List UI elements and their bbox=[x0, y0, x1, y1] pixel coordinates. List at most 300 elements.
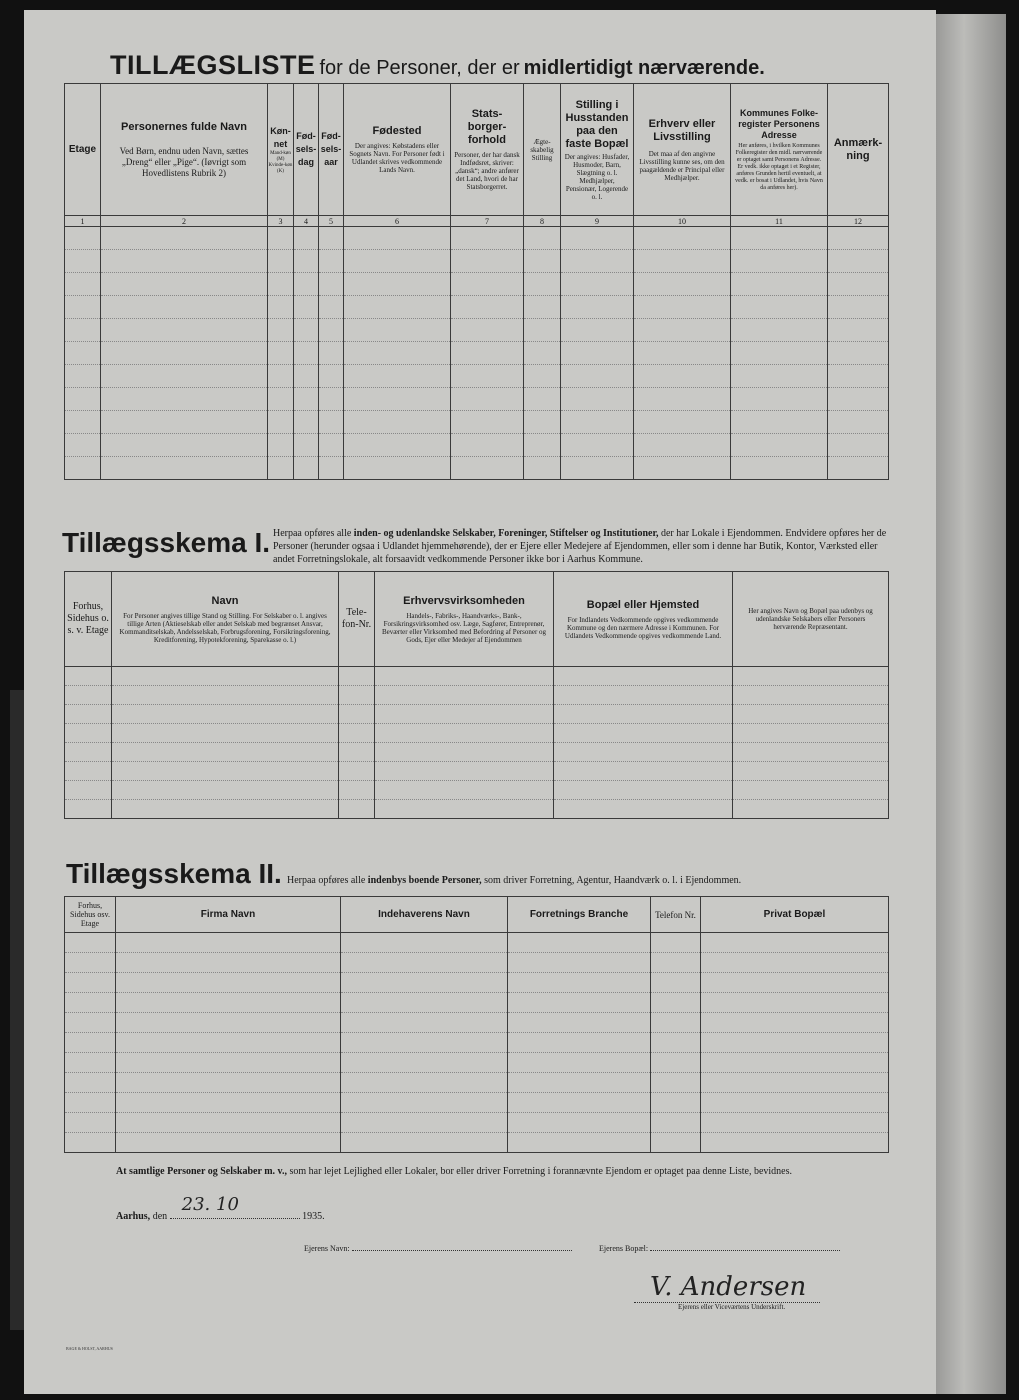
col-etage: Etage bbox=[65, 84, 101, 216]
blank-cell[interactable] bbox=[65, 319, 101, 342]
blank-cell[interactable] bbox=[375, 686, 554, 705]
col-number: 7 bbox=[451, 216, 524, 227]
blank-cell[interactable] bbox=[268, 342, 294, 365]
col-number: 3 bbox=[268, 216, 294, 227]
blank-cell[interactable] bbox=[65, 1133, 116, 1153]
table-row bbox=[65, 724, 889, 743]
blank-cell[interactable] bbox=[508, 1013, 651, 1033]
blank-cell[interactable] bbox=[344, 457, 451, 480]
blank-cell[interactable] bbox=[554, 705, 733, 724]
blank-cell[interactable] bbox=[451, 388, 524, 411]
owner-address-label: Ejerens Bopæl: bbox=[599, 1244, 649, 1253]
blank-cell[interactable] bbox=[731, 273, 828, 296]
col-erhverv: Erhverv eller Livsstilling Det maa af den angivne Livsstilling kunne ses, om den paagældende er Principal eller Medhjælper. bbox=[634, 84, 731, 216]
blank-cell[interactable] bbox=[65, 724, 112, 743]
blank-cell[interactable] bbox=[65, 686, 112, 705]
blank-cell[interactable] bbox=[101, 365, 268, 388]
blank-cell[interactable] bbox=[524, 434, 561, 457]
blank-cell[interactable] bbox=[101, 250, 268, 273]
blank-cell[interactable] bbox=[828, 457, 889, 480]
blank-cell[interactable] bbox=[451, 342, 524, 365]
blank-cell[interactable] bbox=[733, 762, 889, 781]
blank-cell[interactable] bbox=[65, 1113, 116, 1133]
blank-cell[interactable] bbox=[451, 365, 524, 388]
blank-cell[interactable] bbox=[508, 993, 651, 1013]
blank-cell[interactable] bbox=[731, 319, 828, 342]
blank-cell[interactable] bbox=[375, 667, 554, 686]
table-row bbox=[65, 227, 889, 250]
blank-cell[interactable] bbox=[65, 388, 101, 411]
blank-cell[interactable] bbox=[651, 1133, 701, 1153]
blank-cell[interactable] bbox=[451, 434, 524, 457]
adjacent-page-edge bbox=[936, 14, 1006, 1394]
tillaegsliste-body bbox=[65, 227, 889, 480]
col-number: 6 bbox=[344, 216, 451, 227]
table-row bbox=[65, 388, 889, 411]
title-bold: midlertidigt nærværende. bbox=[523, 57, 765, 79]
blank-cell[interactable] bbox=[554, 781, 733, 800]
blank-cell[interactable] bbox=[339, 705, 375, 724]
blank-cell[interactable] bbox=[294, 457, 319, 480]
blank-cell[interactable] bbox=[524, 319, 561, 342]
blank-cell[interactable] bbox=[344, 411, 451, 434]
blank-cell[interactable] bbox=[828, 250, 889, 273]
blank-cell[interactable] bbox=[116, 1033, 341, 1053]
blank-cell[interactable] bbox=[524, 457, 561, 480]
blank-cell[interactable] bbox=[116, 1093, 341, 1113]
table-row bbox=[65, 762, 889, 781]
skema1-header-row bbox=[65, 572, 889, 667]
blank-cell[interactable] bbox=[344, 434, 451, 457]
blank-cell[interactable] bbox=[451, 250, 524, 273]
attestation bbox=[116, 1166, 892, 1177]
blank-cell[interactable] bbox=[561, 457, 634, 480]
blank-cell[interactable] bbox=[731, 250, 828, 273]
blank-cell[interactable] bbox=[524, 227, 561, 250]
blank-cell[interactable] bbox=[651, 1053, 701, 1073]
skema2-desc-a: Herpaa opføres alle bbox=[287, 875, 366, 886]
blank-cell[interactable] bbox=[112, 762, 339, 781]
skema1-body bbox=[65, 667, 889, 819]
blank-cell[interactable] bbox=[701, 953, 889, 973]
blank-cell[interactable] bbox=[554, 800, 733, 819]
blank-cell[interactable] bbox=[828, 227, 889, 250]
blank-cell[interactable] bbox=[344, 342, 451, 365]
blank-cell[interactable] bbox=[294, 342, 319, 365]
blank-cell[interactable] bbox=[268, 319, 294, 342]
blank-cell[interactable] bbox=[319, 365, 344, 388]
table-row bbox=[65, 993, 889, 1013]
blank-cell[interactable] bbox=[451, 296, 524, 319]
col-number: 9 bbox=[561, 216, 634, 227]
blank-cell[interactable] bbox=[65, 973, 116, 993]
blank-cell[interactable] bbox=[828, 411, 889, 434]
blank-cell[interactable] bbox=[524, 296, 561, 319]
blank-cell[interactable] bbox=[701, 1133, 889, 1153]
blank-cell[interactable] bbox=[828, 342, 889, 365]
blank-cell[interactable] bbox=[524, 342, 561, 365]
blank-cell[interactable] bbox=[65, 457, 101, 480]
blank-cell[interactable] bbox=[508, 933, 651, 953]
blank-cell[interactable] bbox=[701, 933, 889, 953]
blank-cell[interactable] bbox=[116, 933, 341, 953]
blank-cell[interactable] bbox=[561, 342, 634, 365]
blank-cell[interactable] bbox=[701, 1093, 889, 1113]
blank-cell[interactable] bbox=[65, 667, 112, 686]
blank-cell[interactable] bbox=[701, 1073, 889, 1093]
blank-cell[interactable] bbox=[65, 1013, 116, 1033]
blank-cell[interactable] bbox=[344, 388, 451, 411]
blank-cell[interactable] bbox=[828, 273, 889, 296]
blank-cell[interactable] bbox=[101, 457, 268, 480]
blank-cell[interactable] bbox=[731, 227, 828, 250]
blank-cell[interactable] bbox=[344, 296, 451, 319]
blank-cell[interactable] bbox=[268, 296, 294, 319]
table-row bbox=[65, 457, 889, 480]
blank-cell[interactable] bbox=[344, 365, 451, 388]
blank-cell[interactable] bbox=[319, 319, 344, 342]
blank-cell[interactable] bbox=[344, 319, 451, 342]
blank-cell[interactable] bbox=[116, 1053, 341, 1073]
blank-cell[interactable] bbox=[341, 1113, 508, 1133]
table-row bbox=[65, 781, 889, 800]
blank-cell[interactable] bbox=[344, 250, 451, 273]
blank-cell[interactable] bbox=[731, 342, 828, 365]
blank-cell[interactable] bbox=[651, 973, 701, 993]
skema2-title: Tillægsskema II. bbox=[66, 858, 282, 889]
date-field bbox=[170, 1194, 300, 1219]
blank-cell[interactable] bbox=[375, 781, 554, 800]
blank-cell[interactable] bbox=[294, 411, 319, 434]
blank-cell[interactable] bbox=[651, 1113, 701, 1133]
table-row bbox=[65, 686, 889, 705]
blank-cell[interactable] bbox=[65, 1053, 116, 1073]
blank-cell[interactable] bbox=[101, 296, 268, 319]
blank-cell[interactable] bbox=[294, 227, 319, 250]
skema2-desc-b: indenbys boende Personer, bbox=[367, 875, 482, 886]
blank-cell[interactable] bbox=[375, 705, 554, 724]
col-number: 10 bbox=[634, 216, 731, 227]
blank-cell[interactable] bbox=[701, 1053, 889, 1073]
blank-cell[interactable] bbox=[508, 973, 651, 993]
blank-cell[interactable] bbox=[561, 411, 634, 434]
blank-cell[interactable] bbox=[733, 743, 889, 762]
blank-cell[interactable] bbox=[554, 724, 733, 743]
blank-cell[interactable] bbox=[65, 250, 101, 273]
col-navn: Personernes fulde Navn Ved Børn, endnu uden Navn, sættes „Dreng“ eller „Pige“. (Iøvrigt som Hovedlistens Rubrik 2) bbox=[101, 84, 268, 216]
owner-address-line bbox=[599, 1244, 840, 1253]
blank-cell[interactable] bbox=[65, 933, 116, 953]
blank-cell[interactable] bbox=[634, 227, 731, 250]
blank-cell[interactable] bbox=[634, 319, 731, 342]
blank-cell[interactable] bbox=[65, 800, 112, 819]
col-number: 4 bbox=[294, 216, 319, 227]
blank-cell[interactable] bbox=[731, 365, 828, 388]
owner-name-field bbox=[352, 1250, 572, 1251]
blank-cell[interactable] bbox=[319, 457, 344, 480]
blank-cell[interactable] bbox=[112, 724, 339, 743]
blank-cell[interactable] bbox=[319, 434, 344, 457]
col-statsborger: Stats-borger-forhold Personer, der har dansk Indfødsret, skriver: „dansk“; andre anfører det Land, hvori de har Statsborgerret. bbox=[451, 84, 524, 216]
blank-cell[interactable] bbox=[319, 296, 344, 319]
blank-cell[interactable] bbox=[634, 365, 731, 388]
blank-cell[interactable] bbox=[508, 953, 651, 973]
blank-cell[interactable] bbox=[112, 743, 339, 762]
table-row bbox=[65, 1053, 889, 1073]
blank-cell[interactable] bbox=[733, 800, 889, 819]
tillaegsliste-title bbox=[110, 50, 890, 81]
blank-cell[interactable] bbox=[828, 434, 889, 457]
skema1-desc-b: inden- og udenlandske Selskaber, Foreninger, Stiftelser og Institutioner, bbox=[353, 528, 659, 539]
skema1-desc-c: der har Lokale i Ejendommen. bbox=[660, 528, 783, 539]
blank-cell[interactable] bbox=[651, 953, 701, 973]
col-fodselsaar: Fød-sels-aar bbox=[319, 84, 344, 216]
blank-cell[interactable] bbox=[561, 296, 634, 319]
title-rest: for de Personer, der er bbox=[319, 57, 520, 79]
blank-cell[interactable] bbox=[339, 800, 375, 819]
blank-cell[interactable] bbox=[65, 705, 112, 724]
blank-cell[interactable] bbox=[65, 273, 101, 296]
blank-cell[interactable] bbox=[65, 953, 116, 973]
blank-cell[interactable] bbox=[341, 993, 508, 1013]
blank-cell[interactable] bbox=[375, 800, 554, 819]
blank-cell[interactable] bbox=[508, 1033, 651, 1053]
blank-cell[interactable] bbox=[294, 388, 319, 411]
place: Aarhus, bbox=[116, 1211, 151, 1222]
blank-cell[interactable] bbox=[554, 686, 733, 705]
blank-cell[interactable] bbox=[65, 411, 101, 434]
blank-cell[interactable] bbox=[451, 227, 524, 250]
blank-cell[interactable] bbox=[451, 411, 524, 434]
blank-cell[interactable] bbox=[341, 953, 508, 973]
col-kon: Køn-net Mand-køn (M) Kvinde-køn (K) bbox=[268, 84, 294, 216]
blank-cell[interactable] bbox=[701, 1013, 889, 1033]
blank-cell[interactable] bbox=[701, 993, 889, 1013]
blank-cell[interactable] bbox=[101, 411, 268, 434]
table-row bbox=[65, 250, 889, 273]
table-row bbox=[65, 1093, 889, 1113]
blank-cell[interactable] bbox=[65, 762, 112, 781]
blank-cell[interactable] bbox=[344, 273, 451, 296]
blank-cell[interactable] bbox=[319, 273, 344, 296]
blank-cell[interactable] bbox=[268, 457, 294, 480]
blank-cell[interactable] bbox=[731, 457, 828, 480]
blank-cell[interactable] bbox=[268, 411, 294, 434]
blank-cell[interactable] bbox=[112, 800, 339, 819]
col-fodselsdag: Fød-sels-dag bbox=[294, 84, 319, 216]
blank-cell[interactable] bbox=[339, 743, 375, 762]
blank-cell[interactable] bbox=[828, 296, 889, 319]
blank-cell[interactable] bbox=[561, 273, 634, 296]
skema1-col-bopael: Bopæl eller Hjemsted For Indlandets Vedkommende opgives vedkommende Kommune og den nærmere Adresse i Kommunen. For Udlandets Vedkommende opgives vedkommende Land. bbox=[554, 572, 733, 667]
blank-cell[interactable] bbox=[65, 781, 112, 800]
blank-cell[interactable] bbox=[116, 1133, 341, 1153]
blank-cell[interactable] bbox=[294, 319, 319, 342]
skema1-col-repraesentant: Her angives Navn og Bopæl paa udenbys og udenlandske Selskabers eller Personers herværende Repræsentant. bbox=[733, 572, 889, 667]
blank-cell[interactable] bbox=[524, 250, 561, 273]
blank-cell[interactable] bbox=[341, 1033, 508, 1053]
blank-cell[interactable] bbox=[375, 724, 554, 743]
blank-cell[interactable] bbox=[375, 762, 554, 781]
blank-cell[interactable] bbox=[733, 781, 889, 800]
col-fodested: Fødested Der angives: Købstadens eller Sognets Navn. For Personer født i Udlandet skrives vedkommende Lands Navn. bbox=[344, 84, 451, 216]
skema2-col-indehaver: Indehaverens Navn bbox=[341, 897, 508, 933]
blank-cell[interactable] bbox=[561, 227, 634, 250]
blank-cell[interactable] bbox=[828, 365, 889, 388]
blank-cell[interactable] bbox=[116, 1073, 341, 1093]
blank-cell[interactable] bbox=[339, 762, 375, 781]
blank-cell[interactable] bbox=[341, 1093, 508, 1113]
blank-cell[interactable] bbox=[701, 973, 889, 993]
blank-cell[interactable] bbox=[65, 342, 101, 365]
blank-cell[interactable] bbox=[339, 686, 375, 705]
blank-cell[interactable] bbox=[101, 434, 268, 457]
blank-cell[interactable] bbox=[319, 411, 344, 434]
blank-cell[interactable] bbox=[319, 388, 344, 411]
skema2-table bbox=[64, 896, 889, 1153]
blank-cell[interactable] bbox=[65, 1073, 116, 1093]
blank-cell[interactable] bbox=[634, 250, 731, 273]
blank-cell[interactable] bbox=[561, 319, 634, 342]
blank-cell[interactable] bbox=[101, 273, 268, 296]
blank-cell[interactable] bbox=[508, 1073, 651, 1093]
blank-cell[interactable] bbox=[65, 296, 101, 319]
blank-cell[interactable] bbox=[524, 388, 561, 411]
blank-cell[interactable] bbox=[634, 411, 731, 434]
blank-cell[interactable] bbox=[341, 1073, 508, 1093]
blank-cell[interactable] bbox=[319, 250, 344, 273]
blank-cell[interactable] bbox=[375, 743, 554, 762]
table-row bbox=[65, 1133, 889, 1153]
blank-cell[interactable] bbox=[733, 705, 889, 724]
blank-cell[interactable] bbox=[344, 227, 451, 250]
blank-cell[interactable] bbox=[294, 365, 319, 388]
blank-cell[interactable] bbox=[731, 296, 828, 319]
blank-cell[interactable] bbox=[101, 227, 268, 250]
blank-cell[interactable] bbox=[65, 1033, 116, 1053]
blank-cell[interactable] bbox=[101, 388, 268, 411]
blank-cell[interactable] bbox=[116, 953, 341, 973]
blank-cell[interactable] bbox=[116, 1013, 341, 1033]
blank-cell[interactable] bbox=[65, 1093, 116, 1113]
blank-cell[interactable] bbox=[731, 434, 828, 457]
blank-cell[interactable] bbox=[508, 1053, 651, 1073]
blank-cell[interactable] bbox=[733, 686, 889, 705]
blank-cell[interactable] bbox=[65, 743, 112, 762]
blank-cell[interactable] bbox=[651, 1093, 701, 1113]
blank-cell[interactable] bbox=[524, 411, 561, 434]
blank-cell[interactable] bbox=[294, 434, 319, 457]
blank-cell[interactable] bbox=[268, 227, 294, 250]
blank-cell[interactable] bbox=[339, 781, 375, 800]
blank-cell[interactable] bbox=[701, 1113, 889, 1133]
blank-cell[interactable] bbox=[561, 365, 634, 388]
blank-cell[interactable] bbox=[634, 342, 731, 365]
blank-cell[interactable] bbox=[651, 1073, 701, 1093]
blank-cell[interactable] bbox=[451, 457, 524, 480]
blank-cell[interactable] bbox=[341, 1053, 508, 1073]
blank-cell[interactable] bbox=[451, 319, 524, 342]
blank-cell[interactable] bbox=[294, 273, 319, 296]
blank-cell[interactable] bbox=[112, 781, 339, 800]
blank-cell[interactable] bbox=[554, 743, 733, 762]
blank-cell[interactable] bbox=[508, 1133, 651, 1153]
blank-cell[interactable] bbox=[65, 434, 101, 457]
blank-cell[interactable] bbox=[65, 365, 101, 388]
skema1-col-erhverv: Erhvervsvirksomheden Handels-, Fabriks-, Haandværks-, Bank-, Forsikringsvirksomhed osv. Læge, Sagfører, Entreprenør, Beværter eller Virksomhed med Befordring af Personer og Gods, Ejer eller Medejer af Ejendommen bbox=[375, 572, 554, 667]
blank-cell[interactable] bbox=[651, 933, 701, 953]
blank-cell[interactable] bbox=[524, 273, 561, 296]
col-anmaerkning: Anmærk-ning bbox=[828, 84, 889, 216]
blank-cell[interactable] bbox=[101, 319, 268, 342]
blank-cell[interactable] bbox=[112, 667, 339, 686]
blank-cell[interactable] bbox=[634, 273, 731, 296]
blank-cell[interactable] bbox=[319, 342, 344, 365]
blank-cell[interactable] bbox=[101, 342, 268, 365]
skema2-description bbox=[287, 875, 887, 886]
table-row bbox=[65, 1033, 889, 1053]
blank-cell[interactable] bbox=[294, 250, 319, 273]
blank-cell[interactable] bbox=[65, 227, 101, 250]
blank-cell[interactable] bbox=[561, 434, 634, 457]
blank-cell[interactable] bbox=[651, 1033, 701, 1053]
blank-cell[interactable] bbox=[451, 273, 524, 296]
blank-cell[interactable] bbox=[339, 667, 375, 686]
blank-cell[interactable] bbox=[634, 296, 731, 319]
blank-cell[interactable] bbox=[634, 457, 731, 480]
blank-cell[interactable] bbox=[733, 724, 889, 743]
blank-cell[interactable] bbox=[701, 1033, 889, 1053]
blank-cell[interactable] bbox=[731, 411, 828, 434]
blank-cell[interactable] bbox=[112, 686, 339, 705]
owner-address-field bbox=[650, 1250, 840, 1251]
blank-cell[interactable] bbox=[341, 973, 508, 993]
blank-cell[interactable] bbox=[116, 1113, 341, 1133]
blank-cell[interactable] bbox=[65, 993, 116, 1013]
blank-cell[interactable] bbox=[561, 388, 634, 411]
blank-cell[interactable] bbox=[561, 250, 634, 273]
blank-cell[interactable] bbox=[554, 762, 733, 781]
blank-cell[interactable] bbox=[112, 705, 339, 724]
blank-cell[interactable] bbox=[828, 388, 889, 411]
table-row bbox=[65, 365, 889, 388]
blank-cell[interactable] bbox=[268, 388, 294, 411]
blank-cell[interactable] bbox=[733, 667, 889, 686]
blank-cell[interactable] bbox=[268, 250, 294, 273]
blank-cell[interactable] bbox=[339, 724, 375, 743]
blank-cell[interactable] bbox=[268, 365, 294, 388]
blank-cell[interactable] bbox=[731, 388, 828, 411]
blank-cell[interactable] bbox=[116, 973, 341, 993]
blank-cell[interactable] bbox=[268, 273, 294, 296]
blank-cell[interactable] bbox=[508, 1093, 651, 1113]
blank-cell[interactable] bbox=[116, 993, 341, 1013]
blank-cell[interactable] bbox=[828, 319, 889, 342]
blank-cell[interactable] bbox=[634, 388, 731, 411]
blank-cell[interactable] bbox=[508, 1113, 651, 1133]
blank-cell[interactable] bbox=[294, 296, 319, 319]
blank-cell[interactable] bbox=[634, 434, 731, 457]
blank-cell[interactable] bbox=[554, 667, 733, 686]
blank-cell[interactable] bbox=[651, 1013, 701, 1033]
blank-cell[interactable] bbox=[268, 434, 294, 457]
blank-cell[interactable] bbox=[524, 365, 561, 388]
blank-cell[interactable] bbox=[341, 933, 508, 953]
blank-cell[interactable] bbox=[341, 1133, 508, 1153]
blank-cell[interactable] bbox=[651, 993, 701, 1013]
blank-cell[interactable] bbox=[319, 227, 344, 250]
blank-cell[interactable] bbox=[341, 1013, 508, 1033]
